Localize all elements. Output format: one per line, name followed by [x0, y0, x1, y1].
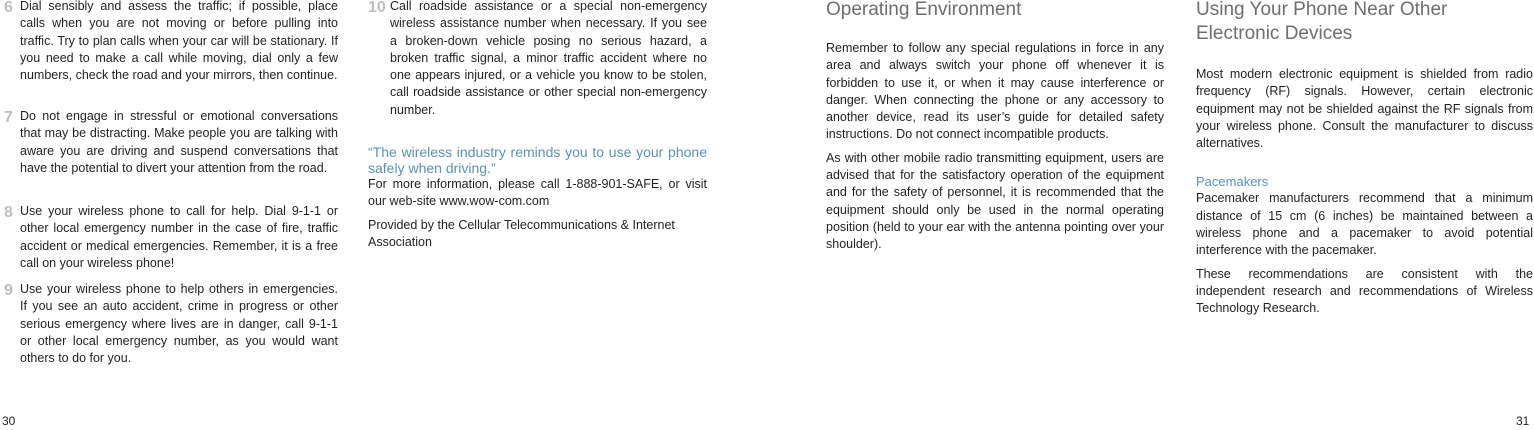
safety-quote: “The wireless industry reminds you to use your phone safely when driving.” — [368, 144, 707, 176]
electronic-paragraph-1: Most modern electronic equipment is shielded from radio frequency (RF) signals. However, certain electronic equipment may not be shielded against the RF signals from your wireless phone. Consult the manufacturer to discuss alternatives. — [1196, 67, 1533, 151]
tip-text: Call roadside assistance or a special non-emergency wireless assistance number when necessary. If you see a broken-down vehicle posing no serious hazard, a broken traffic signal, a minor traffic accident where no one appears injured, or a vehicle you know to be stolen, call roadside assistance or other special non-emergency number. — [390, 0, 707, 117]
research-paragraph: These recommendations are consistent with the independent research and recommendations of Wireless Technology Research. — [1196, 266, 1533, 316]
right-page-column-1 — [826, 0, 1164, 260]
provided-by-text: Provided by the Cellular Telecommunications & Internet Association — [368, 217, 675, 249]
right-page-column-2 — [1196, 0, 1533, 324]
tip-text: Use your wireless phone to call for help. Dial 9-1-1 or other local emergency number in the case of fire, traffic accident or medical emergencies. Remember, it is a free call on your wireless phone! — [20, 204, 338, 270]
tip-8 — [4, 203, 338, 277]
tip-number: 9 — [4, 282, 13, 299]
operating-environment-title: Operating Environment — [826, 0, 1022, 20]
pacemakers-paragraph: Pacemaker manufacturers recommend that a minimum distance of 15 cm (6 inches) be maintained between a wireless phone and a pacemaker to avoid potential interference with the pacemaker. — [1196, 191, 1533, 258]
tip-text: Do not engage in stressful or emotional conversations that may be distracting. Make people you are talking with aware you are driving and suspend conversations that have the potential to divert your attention from the road. — [20, 109, 338, 175]
tip-10 — [368, 0, 707, 122]
pacemakers-title: Pacemakers — [1196, 174, 1269, 190]
tip-number: 8 — [4, 204, 13, 221]
electronic-devices-title: Using Your Phone Near Other Electronic Devices — [1196, 0, 1448, 44]
tip-number: 10 — [368, 0, 386, 16]
tip-7 — [4, 108, 338, 199]
tip-6 — [4, 0, 338, 106]
more-info-text: For more information, please call 1-888-901-SAFE, or visit our web-site www.wow-com.com — [368, 177, 707, 209]
tip-text: Use your wireless phone to help others in emergencies. If you see an auto accident, crime in progress or other serious emergency where lives are in danger, call 9-1-1 or other local emergency number, as you would want others to do for you. — [20, 282, 338, 366]
tip-number: 6 — [4, 0, 13, 16]
page-number-right: 31 — [1516, 414, 1530, 428]
left-page-column-1 — [4, 0, 338, 373]
operating-paragraph-2: As with other mobile radio transmitting equipment, users are advised that for the satisfactory operation of the equipment and for the safety of personnel, it is recommended that the equipment should only be used in the normal operating position (held to your ear with the antenna pointing over your shoulder). — [826, 150, 1164, 252]
tip-9 — [4, 281, 338, 367]
operating-paragraph-1: Remember to follow any special regulations in force in any area and always switch your phone off whenever it is forbidden to use it, or when it may cause interference or danger. When connecting the phone or any accessory to another device, read its user’s guide for detailed safety instructions. Do not connect incompatible products. — [826, 41, 1164, 142]
tip-number: 7 — [4, 109, 13, 126]
left-page-column-2 — [368, 0, 707, 257]
tip-text: Dial sensibly and assess the traffic; if possible, place calls when you are not moving or before pulling into traffic. Try to plan calls when your car will be stationary. If you need to make a call while moving, dial only a few numbers, check the road and your mirrors, then continue. — [20, 0, 338, 83]
page-number-left: 30 — [2, 414, 16, 428]
